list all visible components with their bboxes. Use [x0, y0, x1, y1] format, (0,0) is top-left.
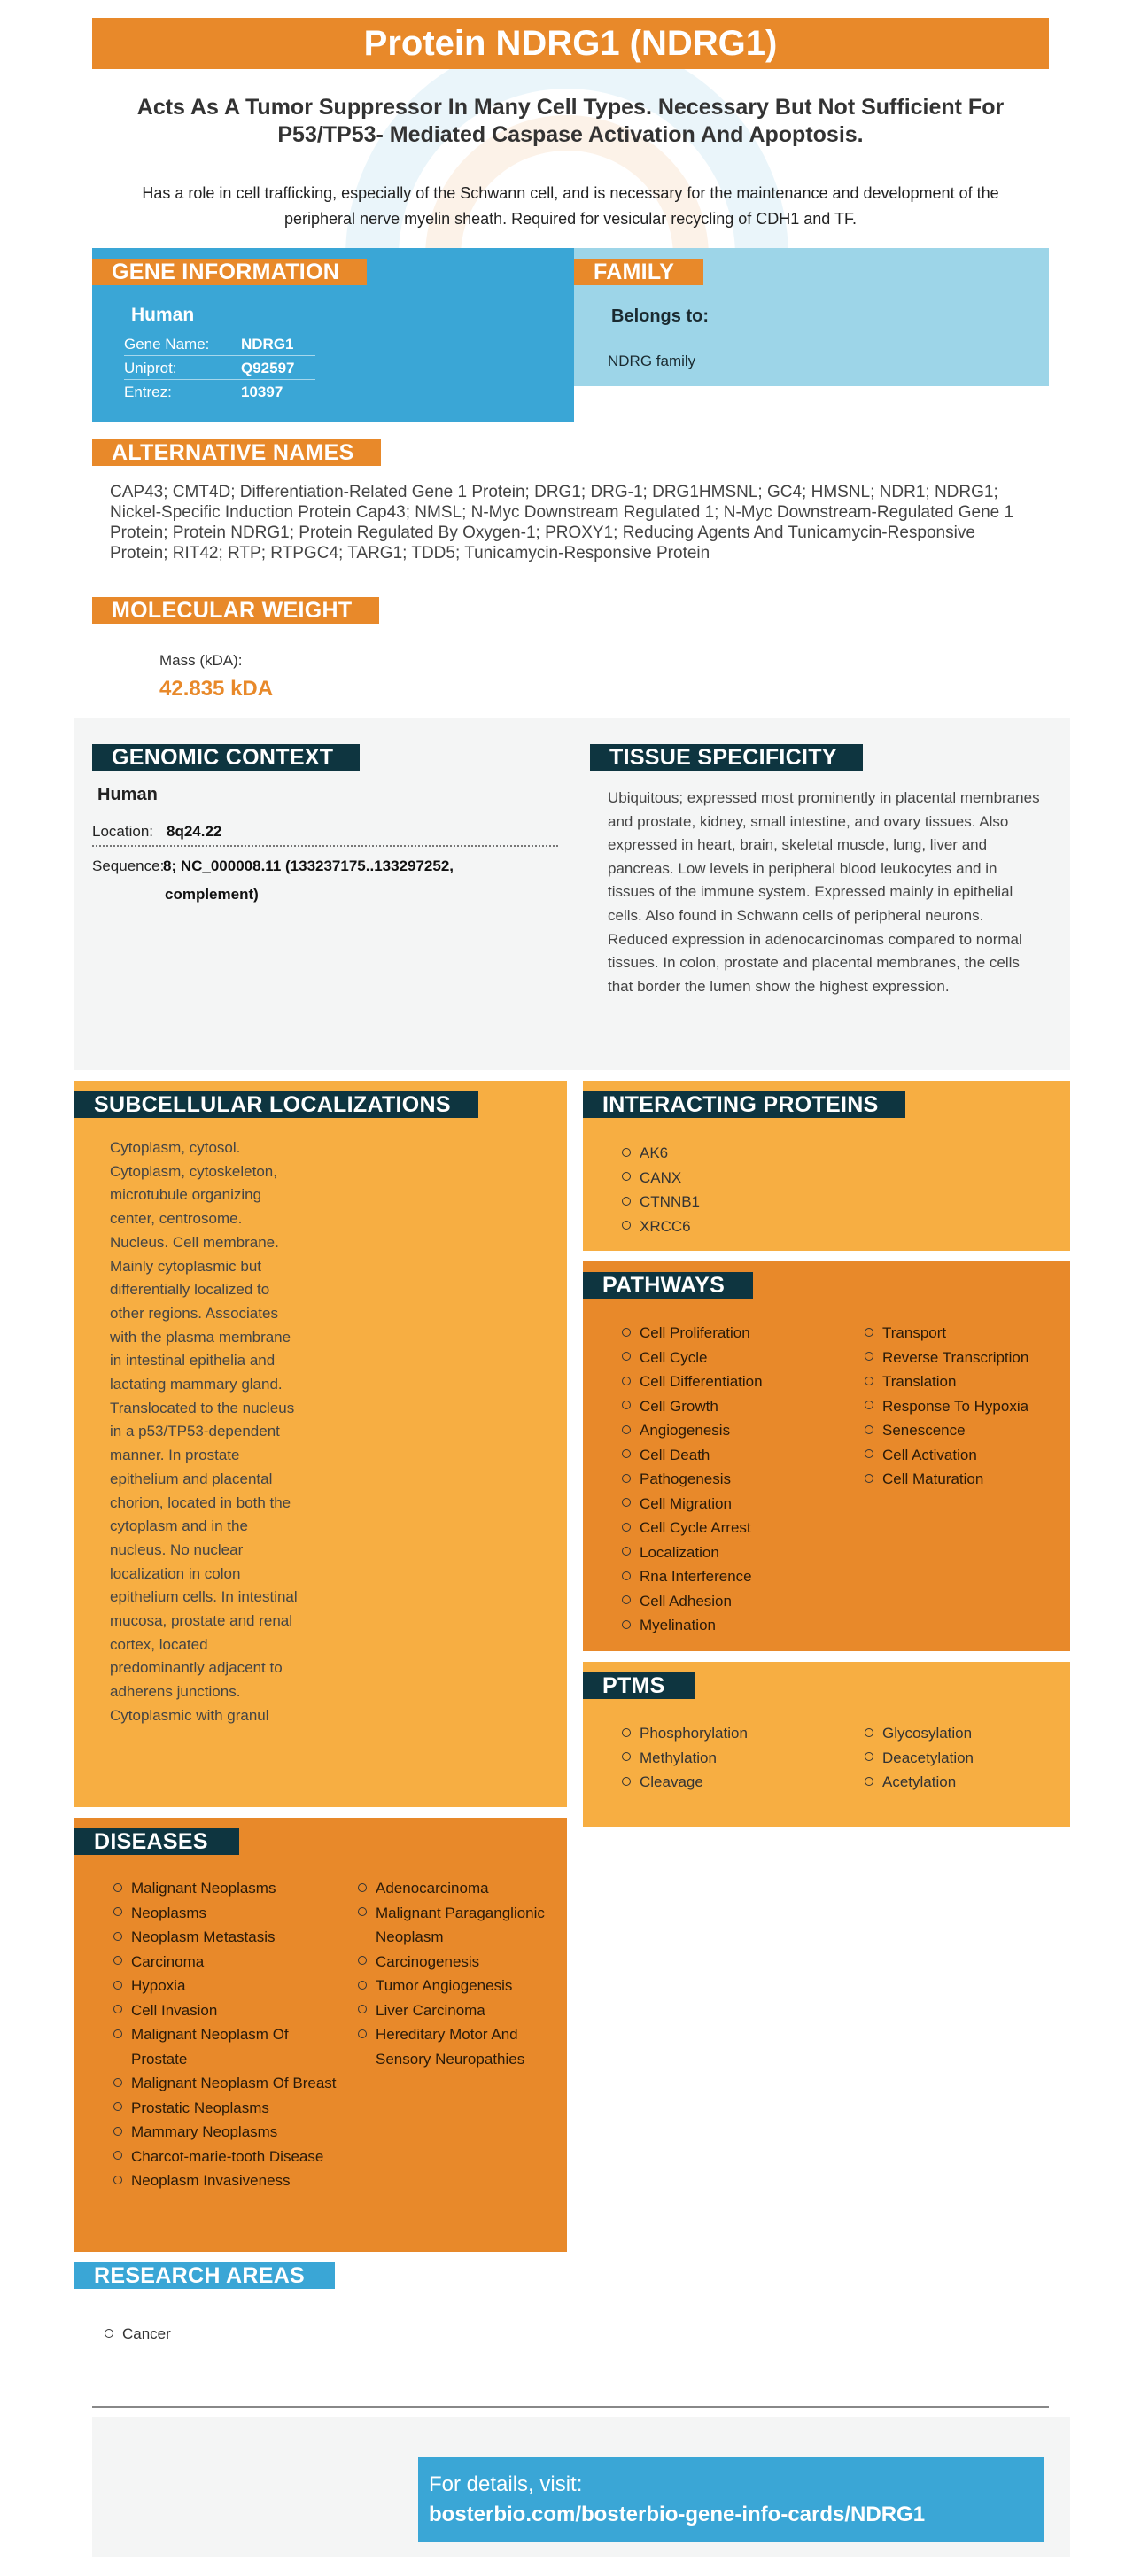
- list-item: Cell Differentiation: [620, 1369, 763, 1394]
- diseases-heading: DISEASES: [74, 1828, 239, 1855]
- gene-name-value: NDRG1: [241, 336, 294, 353]
- list-item: Prostatic Neoplasms: [112, 2096, 342, 2121]
- list-item: Localization: [620, 1540, 763, 1565]
- list-item: Cell Death: [620, 1443, 763, 1468]
- ptms-list-col2: [863, 1721, 974, 1795]
- list-item: Hereditary Motor And Sensory Neuropathies: [356, 2022, 556, 2071]
- footer-divider: [92, 2406, 1049, 2408]
- mass-value: 42.835 kDA: [159, 677, 274, 701]
- pathways-heading: PATHWAYS: [583, 1272, 753, 1299]
- subcellular-text: Cytoplasm, cytosol. Cytoplasm, cytoskeleton, microtubule organizing center, centrosome. Nucleus. Cell membrane. Mainly cytoplasmic but differentially localized to other regions. Associates with the plasma membrane in intestinal epithelia and lactating mammary gland. Translocated to the nucleus in a p53/TP53-dependent manner. In prostate epithelium and placental chorion, located in both the cytoplasm and in the nucleus. No nuclear localization in colon epithelium cells. In intestinal mucosa, prostate and renal cortex, located predominantly adjacent to adherens junctions. Cytoplasmic with granul: [110, 1139, 298, 1724]
- list-item: Cell Invasion: [112, 1998, 342, 2023]
- genomic-species: Human: [97, 785, 158, 804]
- list-item: Carcinogenesis: [356, 1950, 556, 1975]
- page-description: Has a role in cell trafficking, especially of the Schwann cell, and is necessary for the maintenance and development of the peripheral nerve myelin sheath. Required for vesicular recycling of CDH1 and TF.: [142, 184, 999, 228]
- uniprot-row: [124, 356, 315, 380]
- list-item: Cell Cycle: [620, 1346, 763, 1370]
- alt-names-text: CAP43; CMT4D; Differentiation-Related Gene 1 Protein; DRG1; DRG-1; DRG1HMSNL; GC4; HMSNL; NDR1; NDRG1; Nickel-Specific Induction Protein Cap43; NMSL; N-Myc Downstream Regulated 1; N-Myc Downstream-Regulated Gene 1 Protein; Protein NDRG1; Protein Regulated By Oxygen-1; PROXY1; Reducing Agents And Tunicamycin-Responsive Protein; RIT42; RTP; RTPGC4; TARG1; TDD5; Tunicamycin-Responsive Protein: [110, 483, 1014, 563]
- diseases-list-col1: [112, 1876, 342, 2193]
- list-item: Liver Carcinoma: [356, 1998, 556, 2023]
- list-item: Methylation: [620, 1746, 748, 1771]
- gene-info-species: Human: [131, 305, 195, 325]
- list-item: Response To Hypoxia: [863, 1394, 1028, 1419]
- entrez-row: [124, 380, 315, 404]
- list-item: Cancer: [103, 2322, 171, 2347]
- list-item: Phosphorylation: [620, 1721, 748, 1746]
- gene-name-label: Gene Name:: [124, 336, 210, 353]
- list-item: Cell Activation: [863, 1443, 1028, 1468]
- tissue-specificity-heading: TISSUE SPECIFICITY: [590, 744, 863, 771]
- list-item: Rna Interference: [620, 1564, 763, 1589]
- family-value: NDRG family: [608, 353, 696, 369]
- list-item: CANX: [620, 1166, 700, 1191]
- location-label: Location:: [92, 823, 153, 840]
- mass-label: Mass (kDA):: [159, 652, 243, 669]
- uniprot-value: Q92597: [241, 360, 295, 376]
- page-subtitle: Acts As A Tumor Suppressor In Many Cell Types. Necessary But Not Sufficient For P53/TP53- Mediated Caspase Activation And Apoptosis.: [136, 95, 1005, 147]
- list-item: Acetylation: [863, 1770, 974, 1795]
- gene-info-heading: GENE INFORMATION: [92, 259, 367, 285]
- research-areas-heading: RESEARCH AREAS: [74, 2262, 335, 2289]
- list-item: Cleavage: [620, 1770, 748, 1795]
- list-item: Mammary Neoplasms: [112, 2120, 342, 2145]
- footer-link[interactable]: bosterbio.com/bosterbio-gene-info-cards/NDRG1: [429, 2502, 926, 2526]
- diseases-list-col2: [356, 1876, 556, 2071]
- list-item: Cell Proliferation: [620, 1321, 763, 1346]
- list-item: Reverse Transcription: [863, 1346, 1028, 1370]
- list-item: Deacetylation: [863, 1746, 974, 1771]
- list-item: Malignant Paraganglionic Neoplasm: [356, 1901, 556, 1950]
- sequence-value: 8; NC_000008.11 (133237175..133297252, complement): [163, 857, 454, 903]
- list-item: Cell Maturation: [863, 1467, 1028, 1492]
- pathways-list-col1: [620, 1321, 763, 1638]
- molecular-weight-heading: MOLECULAR WEIGHT: [92, 597, 379, 624]
- interacting-list: [620, 1141, 700, 1238]
- entrez-value: 10397: [241, 384, 283, 400]
- list-item: Neoplasm Invasiveness: [112, 2169, 342, 2193]
- list-item: Charcot-marie-tooth Disease: [112, 2145, 342, 2169]
- tissue-specificity-text: Ubiquitous; expressed most prominently in placental membranes and prostate, kidney, small intestine, and ovary tissues. Also expressed in heart, brain, skeletal muscle, lung, liver and pancreas. Low levels in peripheral blood leukocytes and in tissues of the immune system. Expressed mainly in epithelial cells. Also found in Schwann cells of peripheral neurons. Reduced expression in adenocarcinomas compared to normal tissues. In colon, prostate and placental membranes, the cells that border the lumen show the highest expression.: [608, 789, 1040, 995]
- list-item: Malignant Neoplasm Of Breast: [112, 2071, 342, 2096]
- list-item: Myelination: [620, 1613, 763, 1638]
- list-item: AK6: [620, 1141, 700, 1166]
- list-item: Pathogenesis: [620, 1467, 763, 1492]
- list-item: Glycosylation: [863, 1721, 974, 1746]
- entrez-label: Entrez:: [124, 384, 172, 400]
- list-item: Tumor Angiogenesis: [356, 1974, 556, 1998]
- uniprot-label: Uniprot:: [124, 360, 177, 376]
- list-item: Transport: [863, 1321, 1028, 1346]
- list-item: Adenocarcinoma: [356, 1876, 556, 1901]
- list-item: Cell Cycle Arrest: [620, 1516, 763, 1540]
- subcellular-heading: SUBCELLULAR LOCALIZATIONS: [74, 1091, 478, 1118]
- gene-info-table: [124, 332, 315, 404]
- list-item: Cell Migration: [620, 1492, 763, 1517]
- list-item: CTNNB1: [620, 1190, 700, 1214]
- list-item: Neoplasm Metastasis: [112, 1925, 342, 1950]
- footer-link-box[interactable]: [418, 2457, 1044, 2542]
- list-item: Angiogenesis: [620, 1418, 763, 1443]
- genomic-context-heading: GENOMIC CONTEXT: [92, 744, 360, 771]
- list-item: XRCC6: [620, 1214, 700, 1239]
- location-value: 8q24.22: [167, 823, 222, 840]
- list-item: Cell Growth: [620, 1394, 763, 1419]
- ptms-list-col1: [620, 1721, 748, 1795]
- list-item: Translation: [863, 1369, 1028, 1394]
- list-item: Neoplasms: [112, 1901, 342, 1926]
- list-item: Cell Adhesion: [620, 1589, 763, 1614]
- gene-name-row: [124, 332, 315, 356]
- footer-line1: For details, visit:: [429, 2472, 583, 2496]
- alt-names-heading: ALTERNATIVE NAMES: [92, 439, 381, 466]
- pathways-list-col2: [863, 1321, 1028, 1492]
- family-belongs-label: Belongs to:: [611, 306, 709, 326]
- list-item: Malignant Neoplasm Of Prostate: [112, 2022, 342, 2071]
- ptms-heading: PTMS: [583, 1672, 695, 1699]
- list-item: Malignant Neoplasms: [112, 1876, 342, 1901]
- list-item: Senescence: [863, 1418, 1028, 1443]
- interacting-heading: INTERACTING PROTEINS: [583, 1091, 905, 1118]
- research-areas-list: [103, 2322, 171, 2347]
- list-item: Carcinoma: [112, 1950, 342, 1975]
- sequence-label: Sequence:: [92, 857, 165, 874]
- family-heading: FAMILY: [574, 259, 703, 285]
- location-row: [92, 819, 558, 847]
- list-item: Hypoxia: [112, 1974, 342, 1998]
- page-title: Protein NDRG1 (NDRG1): [92, 18, 1049, 69]
